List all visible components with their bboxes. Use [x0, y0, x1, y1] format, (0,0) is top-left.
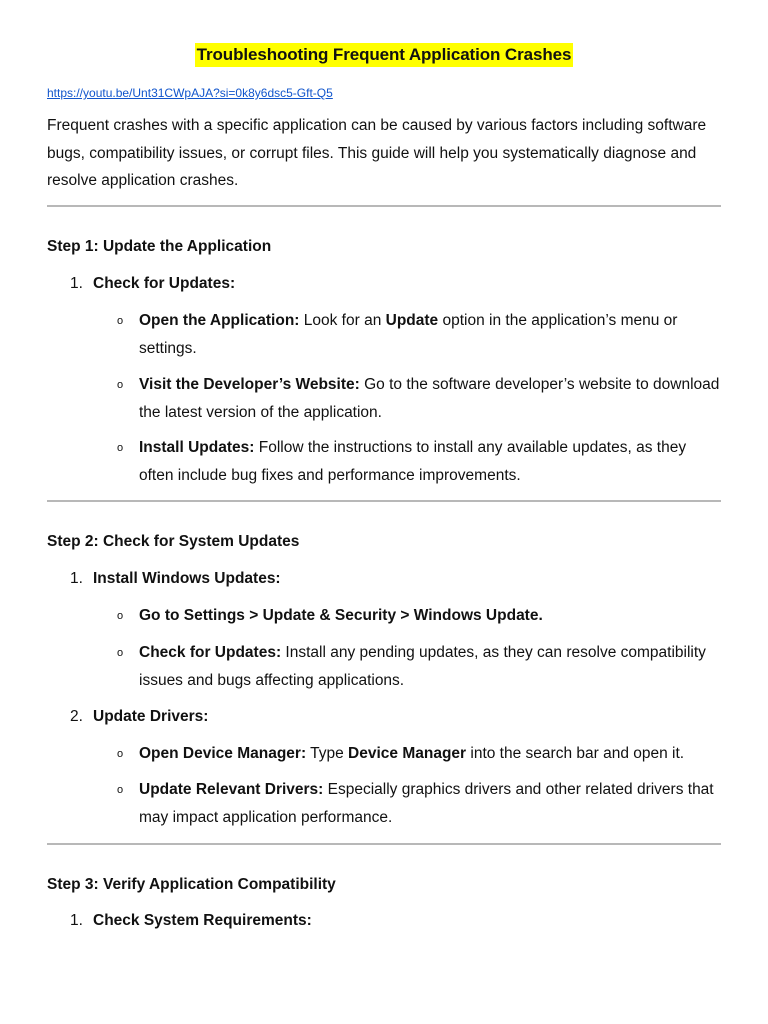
divider: [47, 843, 721, 845]
bullet-body-tail: option in the application’s menu or settings.: [139, 312, 678, 357]
bullet-item: [117, 639, 722, 694]
bullet-marker: o: [117, 748, 124, 760]
bullet-item: [117, 776, 722, 831]
step1-list-item-1: [70, 273, 235, 295]
video-link[interactable]: https://youtu.be/Unt31CWpAJA?si=0k8y6dsc5-Gft-Q5: [47, 86, 333, 100]
document-title: Troubleshooting Frequent Application Crashes: [195, 43, 574, 67]
bullet-bold-label: Update Relevant Drivers:: [139, 781, 324, 798]
list-item-label: Check System Requirements:: [93, 912, 312, 929]
step2-list-item-1: [70, 568, 281, 590]
bullet-text: [139, 740, 722, 768]
bullet-body: Follow the instructions to install any available updates, as they often include bug fixes and performance improvements.: [139, 439, 687, 484]
step2-list-item-2: [70, 706, 208, 728]
list-item-label: Check for Updates:: [93, 275, 236, 292]
bullet-item: [117, 307, 722, 362]
step3-list-item-1: [70, 910, 312, 932]
step2-heading: Step 2: Check for System Updates: [47, 533, 300, 550]
bullet-marker: o: [117, 379, 124, 391]
bullet-body: Type: [306, 745, 349, 762]
bullet-text: [139, 434, 722, 489]
intro-paragraph: Frequent crashes with a specific application can be caused by various factors including software bugs, compatibility issues, or corrupt files. This guide will help you systematically diagnose and resolve application crashes.: [47, 117, 707, 189]
bullet-marker: o: [117, 442, 124, 454]
list-item-label: Update Drivers:: [93, 708, 209, 725]
bullet-item: [117, 434, 722, 489]
bullet-body: Install any pending updates, as they can resolve compatibility issues and bugs affecting applications.: [139, 644, 706, 689]
list-number: 1.: [70, 912, 83, 929]
bullet-body-tail: into the search bar and open it.: [466, 745, 685, 762]
bullet-bold-label: Go to Settings > Update & Security > Windows Update.: [139, 607, 543, 624]
bullet-marker: o: [117, 784, 124, 796]
bullet-marker: o: [117, 610, 124, 622]
bullet-item: [117, 371, 722, 426]
bullet-body: Go to the software developer’s website to download the latest version of the application.: [139, 376, 720, 421]
bullet-bold-label: Check for Updates:: [139, 644, 282, 661]
bullet-bold-label: Open the Application:: [139, 312, 300, 329]
list-number: 2.: [70, 708, 83, 725]
bullet-bold-label: Visit the Developer’s Website:: [139, 376, 360, 393]
bullet-item: [117, 740, 722, 768]
list-number: 1.: [70, 570, 83, 587]
bullet-item: [117, 602, 722, 630]
bullet-bold-term: Device Manager: [348, 745, 467, 762]
bullet-bold-term: Update: [385, 312, 439, 329]
bullet-text: [139, 371, 722, 426]
step3-heading: Step 3: Verify Application Compatibility: [47, 876, 336, 893]
bullet-marker: o: [117, 647, 124, 659]
bullet-text: [139, 639, 722, 694]
bullet-marker: o: [117, 315, 124, 327]
list-number: 1.: [70, 275, 83, 292]
title-container: [0, 43, 768, 67]
bullet-body: Especially graphics drivers and other related drivers that may impact application performance.: [139, 781, 714, 826]
bullet-body: Look for an: [299, 312, 386, 329]
divider: [47, 205, 721, 207]
list-item-label: Install Windows Updates:: [93, 570, 281, 587]
bullet-bold-label: Open Device Manager:: [139, 745, 307, 762]
bullet-bold-label: Install Updates:: [139, 439, 255, 456]
bullet-text: [139, 776, 722, 831]
bullet-text: [139, 307, 722, 362]
divider: [47, 500, 721, 502]
step1-heading: Step 1: Update the Application: [47, 238, 272, 255]
bullet-text: [139, 602, 722, 630]
